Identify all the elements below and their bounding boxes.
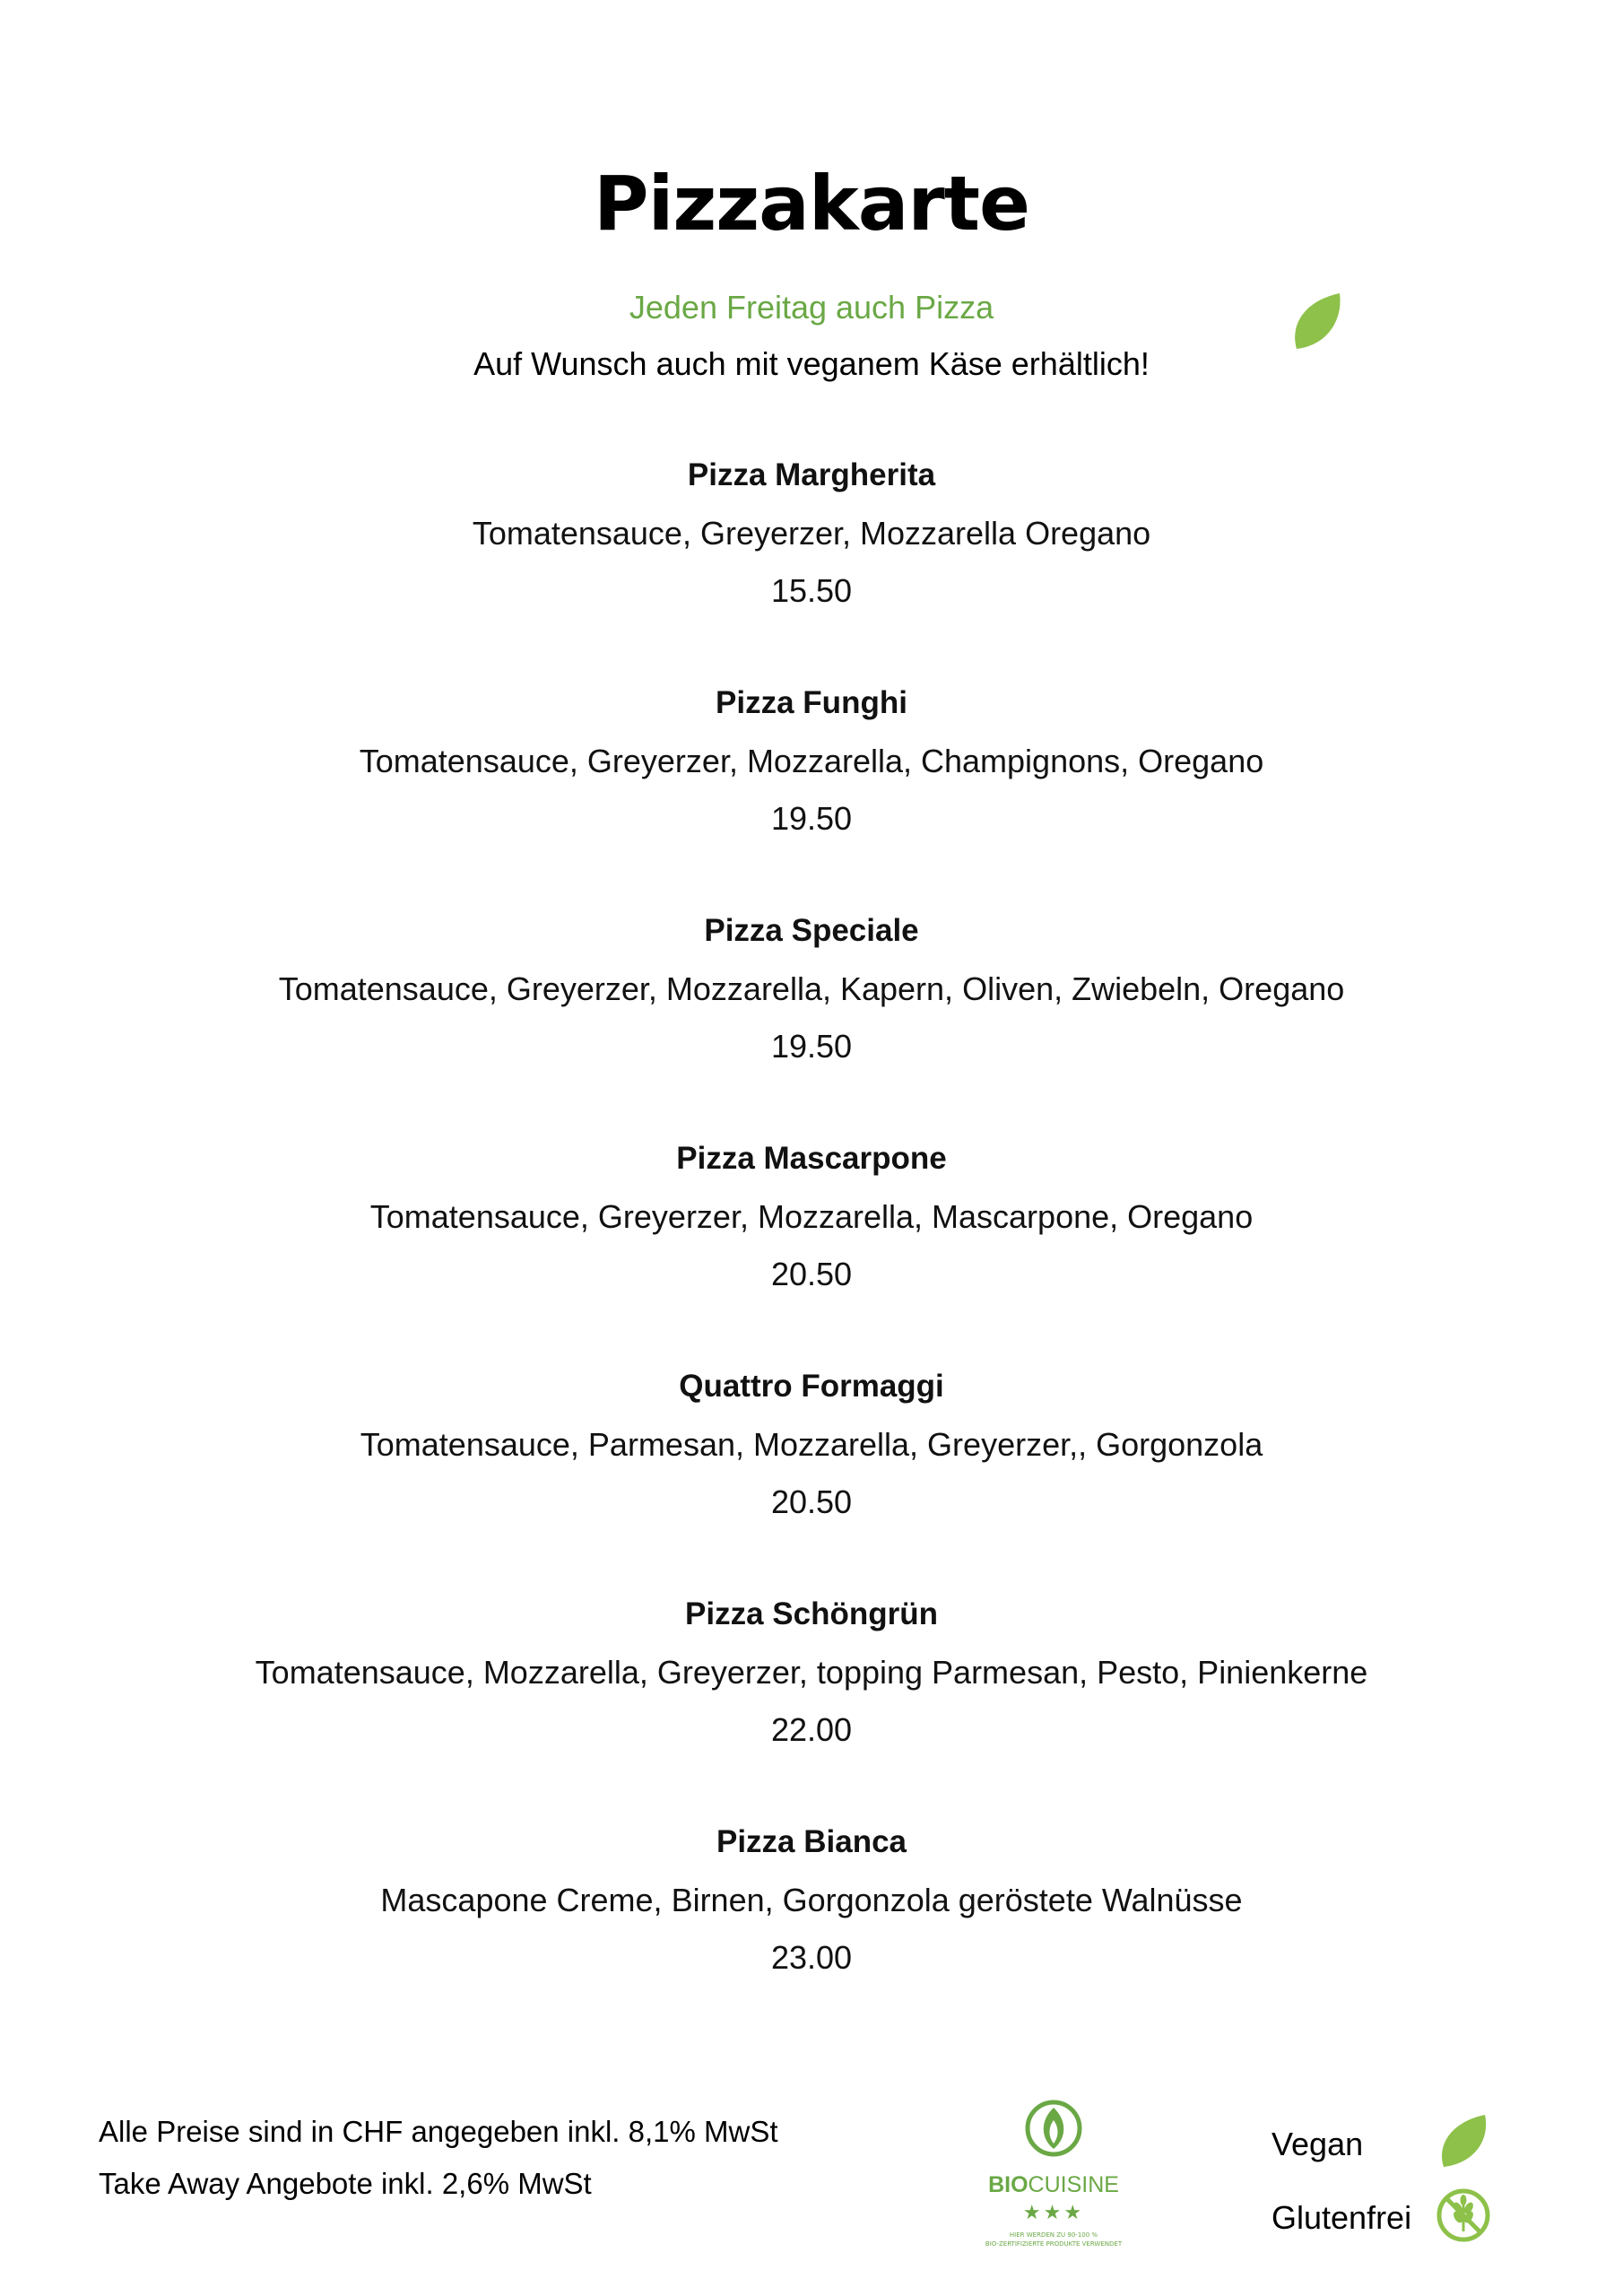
pizza-name: Pizza Mascarpone xyxy=(676,1141,947,1176)
pizza-description: Tomatensauce, Greyerzer, Mozzarella Oregano xyxy=(472,515,1151,552)
pizza-price: 23.00 xyxy=(770,1939,853,1976)
logo-word-cuisine: CUISINE xyxy=(1028,2172,1119,2197)
diet-legend xyxy=(1271,2113,1505,2260)
menu-item xyxy=(0,913,1623,1141)
pizza-name: Quattro Formaggi xyxy=(679,1369,944,1404)
gluten-free-icon xyxy=(1435,2187,1492,2244)
pizza-name: Pizza Schöngrün xyxy=(685,1596,938,1631)
leaf-icon xyxy=(1435,2113,1492,2170)
pizza-name: Pizza Speciale xyxy=(704,913,919,948)
pizza-price: 20.50 xyxy=(770,1483,853,1520)
price-notes xyxy=(99,2106,778,2210)
pizza-price: 22.00 xyxy=(770,1711,853,1748)
pizza-price: 15.50 xyxy=(770,572,853,609)
vat-note: Alle Preise sind in CHF angegeben inkl. 8,1% MwSt xyxy=(99,2115,778,2148)
legend-glutenfree xyxy=(1271,2187,1505,2260)
pizza-name: Pizza Margherita xyxy=(687,457,936,492)
leaf-icon xyxy=(1291,291,1343,354)
menu-item xyxy=(0,457,1623,685)
legend-label: Vegan xyxy=(1271,2126,1364,2162)
page-title: Pizzakarte xyxy=(594,160,1029,248)
pizza-description: Tomatensauce, Greyerzer, Mozzarella, Kapern, Oliven, Zwiebeln, Oregano xyxy=(278,970,1345,1007)
vegan-cheese-note: Auf Wunsch auch mit veganem Käse erhältlich! xyxy=(473,345,1150,382)
pizza-name: Pizza Funghi xyxy=(716,685,907,720)
biocuisine-logo xyxy=(977,2099,1130,2256)
pizza-description: Tomatensauce, Greyerzer, Mozzarella, Mascarpone, Oregano xyxy=(369,1198,1254,1235)
page-subtitle: Jeden Freitag auch Pizza xyxy=(629,289,994,326)
legend-vegan xyxy=(1271,2113,1505,2187)
logo-tagline-2: BIO-ZERTIFIZIERTE PRODUKTE VERWENDET xyxy=(985,2240,1123,2248)
pizza-price: 19.50 xyxy=(770,800,853,837)
pizza-description: Tomatensauce, Parmesan, Mozzarella, Greyerzer,, Gorgonzola xyxy=(360,1426,1263,1463)
legend-label: Glutenfrei xyxy=(1271,2199,1412,2236)
logo-tagline-1: HIER WERDEN ZU 90-100 % xyxy=(1009,2231,1098,2239)
menu-item xyxy=(0,1596,1623,1824)
logo-stars: ★★★ xyxy=(1022,2202,1085,2224)
pizza-description: Mascapone Creme, Birnen, Gorgonzola geröstete Walnüsse xyxy=(380,1882,1243,1918)
menu-item xyxy=(0,1824,1623,2052)
pizza-menu-list xyxy=(0,457,1623,2052)
logo-word-bio: BIO xyxy=(988,2172,1028,2197)
pizza-price: 19.50 xyxy=(770,1028,853,1065)
pizza-name: Pizza Bianca xyxy=(716,1824,907,1859)
pizza-description: Tomatensauce, Mozzarella, Greyerzer, topping Parmesan, Pesto, Pinienkerne xyxy=(255,1654,1368,1691)
menu-item xyxy=(0,1369,1623,1596)
pizza-price: 20.50 xyxy=(770,1256,853,1292)
pizza-description: Tomatensauce, Greyerzer, Mozzarella, Champignons, Oregano xyxy=(359,743,1264,779)
svg-text:BIOCUISINE xyxy=(988,2172,1119,2197)
menu-item xyxy=(0,1141,1623,1369)
takeaway-vat-note: Take Away Angebote inkl. 2,6% MwSt xyxy=(99,2167,592,2200)
menu-item xyxy=(0,685,1623,913)
